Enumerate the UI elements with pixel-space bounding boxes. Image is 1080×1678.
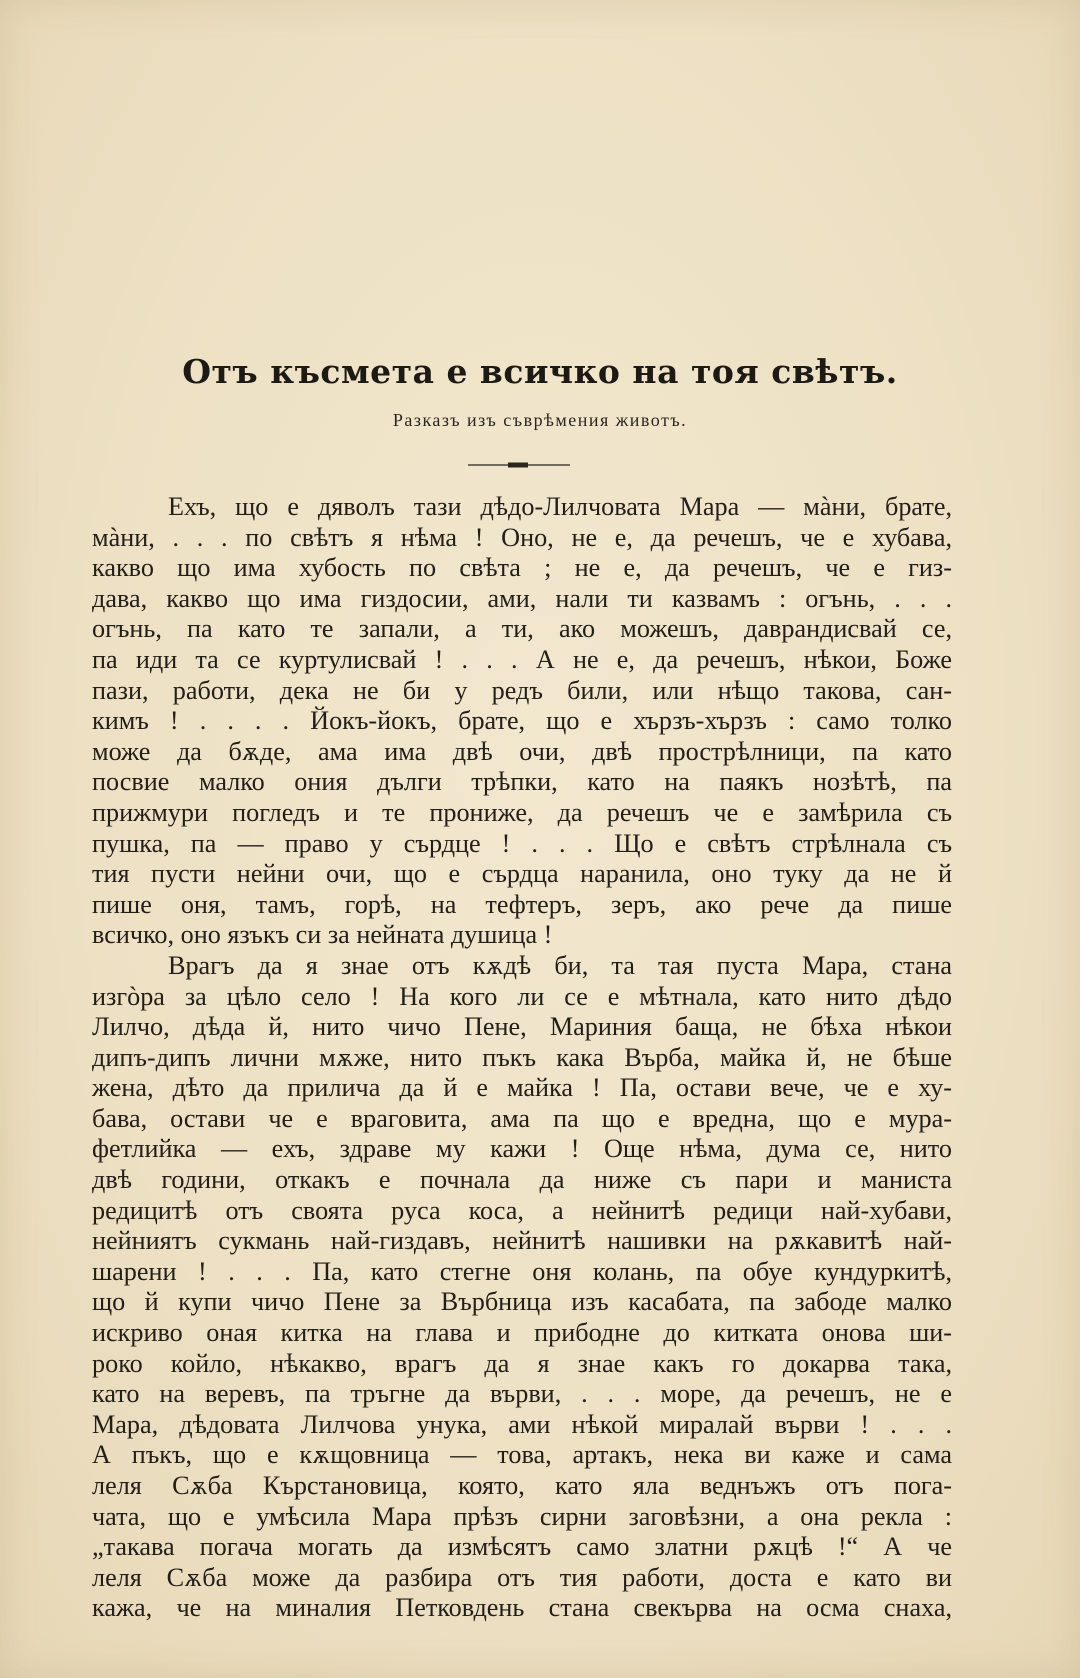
story-title: Отъ късмета е всичко на тоя свѣтъ. bbox=[182, 352, 898, 391]
text-line: какво що има хубость по свѣта ; не е, да речешъ, че е гиз- bbox=[92, 553, 952, 583]
text-line: Ехъ, що е дяволъ тази дѣдо-Лилчовата Мара — мàни, брате, bbox=[168, 492, 952, 521]
text-line: чата, що е умѣсила Мара прѣзъ сирни заговѣзни, а она рекла : bbox=[92, 1501, 952, 1531]
text-line: А пъкъ, що е кѫщовница — това, артакъ, нека ви каже и сама bbox=[92, 1440, 952, 1470]
text-line: леля Сѫба Кърстановица, която, като яла веднъжъ отъ пога- bbox=[92, 1471, 952, 1500]
text-line: „такава погача могать да измѣсятъ само златни рѫцѣ !“ А че bbox=[92, 1532, 952, 1562]
text-line: що й купи чичо Пене за Върбница изъ касабата, па забоде малко bbox=[92, 1287, 952, 1317]
text-line: шарени ! . . . Па, като стегне оня колань, па обуе кундуркитѣ, bbox=[92, 1256, 952, 1286]
text-line: всичко, оно язъкъ си за нейната душица ! bbox=[92, 920, 553, 950]
text-line: леля Сѫба може да разбира отъ тия работи, доста е като ви bbox=[92, 1562, 952, 1592]
text-line: може да бѫде, ама има двѣ очи, двѣ прострѣлници, па като bbox=[92, 736, 952, 766]
text-line: пушка, па — право у сърдце ! . . . Що е свѣтъ стрѣлнала съ bbox=[92, 828, 952, 858]
text-line: нейниятъ сукмань най-гиздавъ, нейнитѣ нашивки на рѫкавитѣ най- bbox=[92, 1226, 952, 1256]
text-line: мàни, . . . по свѣтъ я нѣма ! Оно, не е, да речешъ, че е хубава, bbox=[92, 522, 952, 552]
text-line: огънь, па като те запали, а ти, ако можешъ, даврандисвай се, bbox=[92, 614, 952, 644]
text-line: Врагъ да я знае отъ кѫдѣ би, та тая пуста Мара, стана bbox=[168, 950, 952, 980]
text-line: искриво оная китка на глава и прибодне до китката онова ши- bbox=[92, 1318, 952, 1348]
text-line: редицитѣ отъ своята руса коса, а нейнитѣ редици най-хубави, bbox=[92, 1195, 952, 1225]
text-line: тия пусти нейни очи, що е сърдца наранила, оно туку да не й bbox=[92, 859, 952, 889]
story-subtitle: Разказъ изъ съврѣмения животъ. bbox=[392, 410, 688, 430]
text-line: посвие малко ония дълги трѣпки, като на паякъ нозѣтѣ, па bbox=[92, 767, 952, 797]
text-line: роко койло, нѣкакво, врагъ да я знае какъ го докарва така, bbox=[92, 1348, 952, 1378]
title-divider bbox=[466, 460, 572, 470]
text-line: бава, остави че е враговита, ама па що е вредна, що е мура- bbox=[92, 1103, 952, 1133]
text-line: кимъ ! . . . . Йокъ-йокъ, брате, що е хързъ-хързъ : само толко bbox=[92, 706, 952, 736]
text-line: фетлийка — ехъ, здраве му кажи ! Още нѣма, дума се, нито bbox=[92, 1134, 952, 1164]
text-line: като на веревъ, па тръгне да върви, . . . море, да речешъ, не е bbox=[92, 1379, 952, 1409]
text-line: изгòра за цѣло село ! На кого ли се е мѣтнала, като нито дѣдо bbox=[92, 981, 952, 1011]
text-line: пази, работи, дека не би у редъ били, или нѣщо такова, сан- bbox=[92, 675, 952, 705]
text-line: пише оня, тамъ, горѣ, на тефтеръ, зеръ, ако рече да пише bbox=[92, 889, 952, 919]
text-line: дипъ-дипъ лични мѫже, нито пъкъ кака Върба, майка й, не бѣше bbox=[92, 1042, 952, 1072]
story-body bbox=[92, 492, 952, 1624]
text-line: Мара, дѣдовата Лилчова унука, ами нѣкой миралай върви ! . . . bbox=[92, 1409, 952, 1439]
text-line: двѣ години, откакъ е почнала да ниже съ пари и маниста bbox=[92, 1165, 952, 1195]
text-line: дава, какво що има гиздосии, ами, нали ти казвамъ : огънь, . . . bbox=[92, 583, 952, 613]
text-line: па иди та се куртулисвай ! . . . А не е, да речешъ, нѣкои, Боже bbox=[92, 644, 952, 674]
text-line: прижмури погледъ и те прониже, да речешъ че е замѣрила съ bbox=[92, 797, 952, 827]
text-line: кажа, че на миналия Петковдень стана свекърва на осма снаха, bbox=[92, 1593, 952, 1623]
text-line: жена, дѣто да прилича да й е майка ! Па, остави вече, че е ху- bbox=[92, 1073, 952, 1103]
text-line: Лилчо, дѣда й, нито чичо Пене, Мариния баща, не бѣха нѣкои bbox=[92, 1012, 952, 1042]
